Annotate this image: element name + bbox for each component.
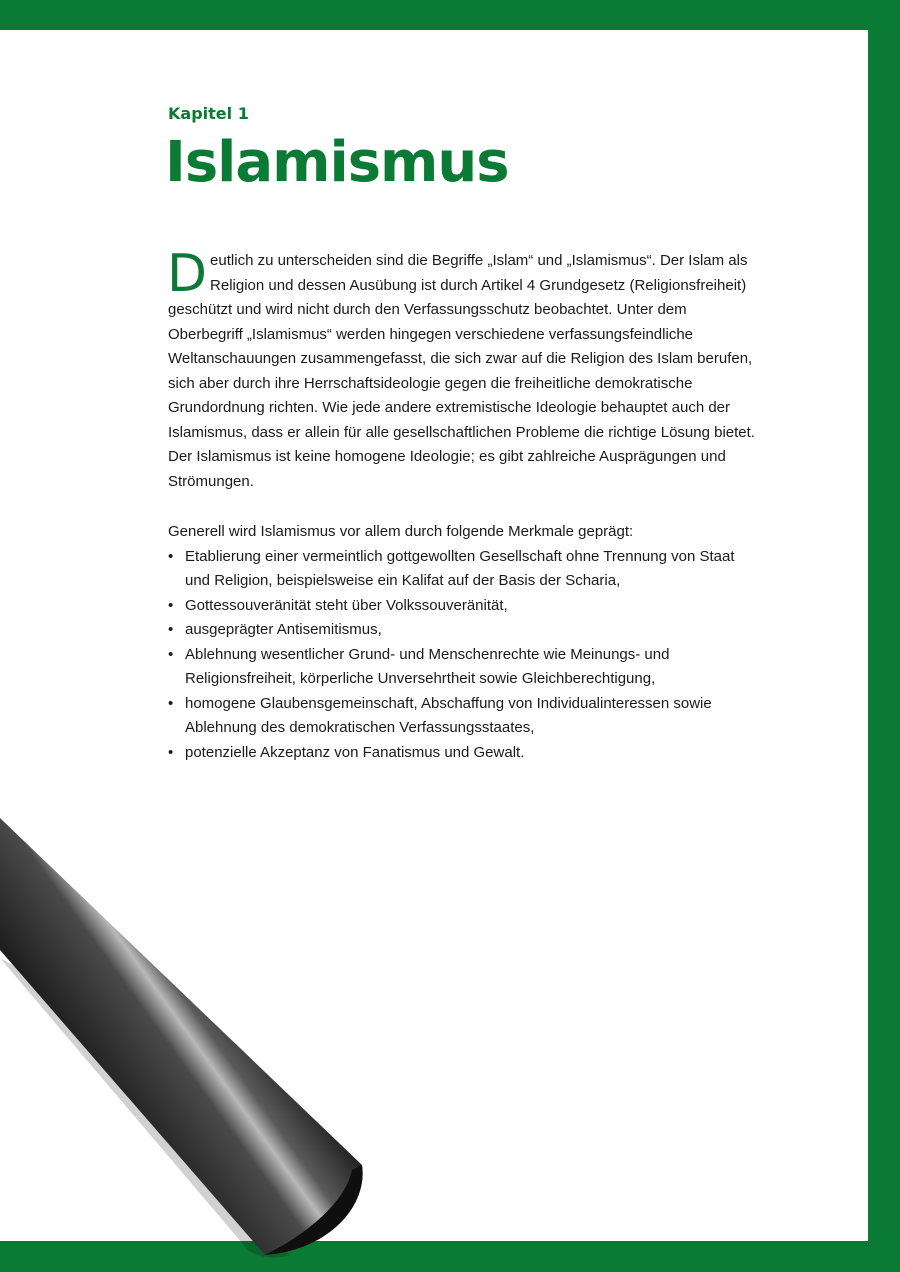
features-list — [168, 545, 758, 766]
list-item-text: Ablehnung wesentlicher Grund- und Menschenrechte wie Meinungs- und Religionsfreiheit, körperliche Unversehrtheit sowie Gleichberechtigung, — [185, 645, 670, 687]
list-item-text: Etablierung einer vermeintlich gottgewollten Gesellschaft ohne Trennung von Staat und Religion, beispielsweise ein Kalifat auf der Basis der Scharia, — [185, 547, 735, 589]
page-content — [165, 103, 758, 765]
bullet-icon: • — [168, 645, 174, 663]
bullet-icon: • — [168, 621, 174, 638]
frame-top-border — [0, 0, 900, 30]
list-item — [168, 618, 758, 643]
page-title: Islamismus — [165, 130, 509, 195]
list-item — [168, 643, 758, 692]
bullet-icon: • — [168, 694, 174, 712]
list-item-text: potenzielle Akzeptanz von Fanatismus und Gewalt. — [185, 743, 525, 761]
frame-bottom-border — [0, 1241, 900, 1272]
list-item-text: homogene Glaubensgemeinschaft, Abschaffung von Individualinteressen sowie Ablehnung des demokratischen Verfassungsstaates, — [185, 694, 712, 736]
chapter-label: Kapitel 1 — [168, 104, 249, 123]
list-item — [168, 545, 758, 594]
bullet-icon: • — [168, 547, 174, 565]
intro-text: eutlich zu unterscheiden sind die Begriffe „Islam“ und „Islamismus“. Der Islam als Religion und dessen Ausübung ist durch Artikel 4 Grundgesetz (Religionsfreiheit) geschützt und wird nicht durch den Verfassungsschutz beobachtet. Unter dem Oberbegriff „Islamismus“ werden hingegen verschiedene verfassungsfeindliche Weltanschauungen zusammengefasst, die sich zwar auf die Religion des Islam berufen, sich aber durch ihre Herrschaftsideologie gegen die freiheitliche demokratische Grundordnung richten. Wie jede andere extremistische Ideologie behauptet auch der Islamismus, dass er allein für alle gesellschaftlichen Probleme die richtige Lösung bietet. Der Islamismus ist keine homogene Ideologie; es gibt zahlreiche Ausprägungen und Strömungen. — [168, 252, 755, 490]
list-item-text: ausgeprägter Antisemitismus, — [185, 621, 382, 638]
list-item-text: Gottessouveränität steht über Volkssouveränität, — [185, 596, 508, 614]
drop-cap: D — [167, 244, 208, 304]
bullet-icon: • — [168, 596, 174, 614]
bullet-icon: • — [168, 743, 174, 761]
features-lead: Generell wird Islamismus vor allem durch folgende Merkmale geprägt: — [168, 523, 634, 540]
intro-paragraph — [167, 244, 758, 494]
list-item — [168, 741, 758, 766]
list-item — [168, 692, 758, 741]
list-item — [168, 594, 758, 619]
frame-right-border — [868, 0, 900, 1272]
